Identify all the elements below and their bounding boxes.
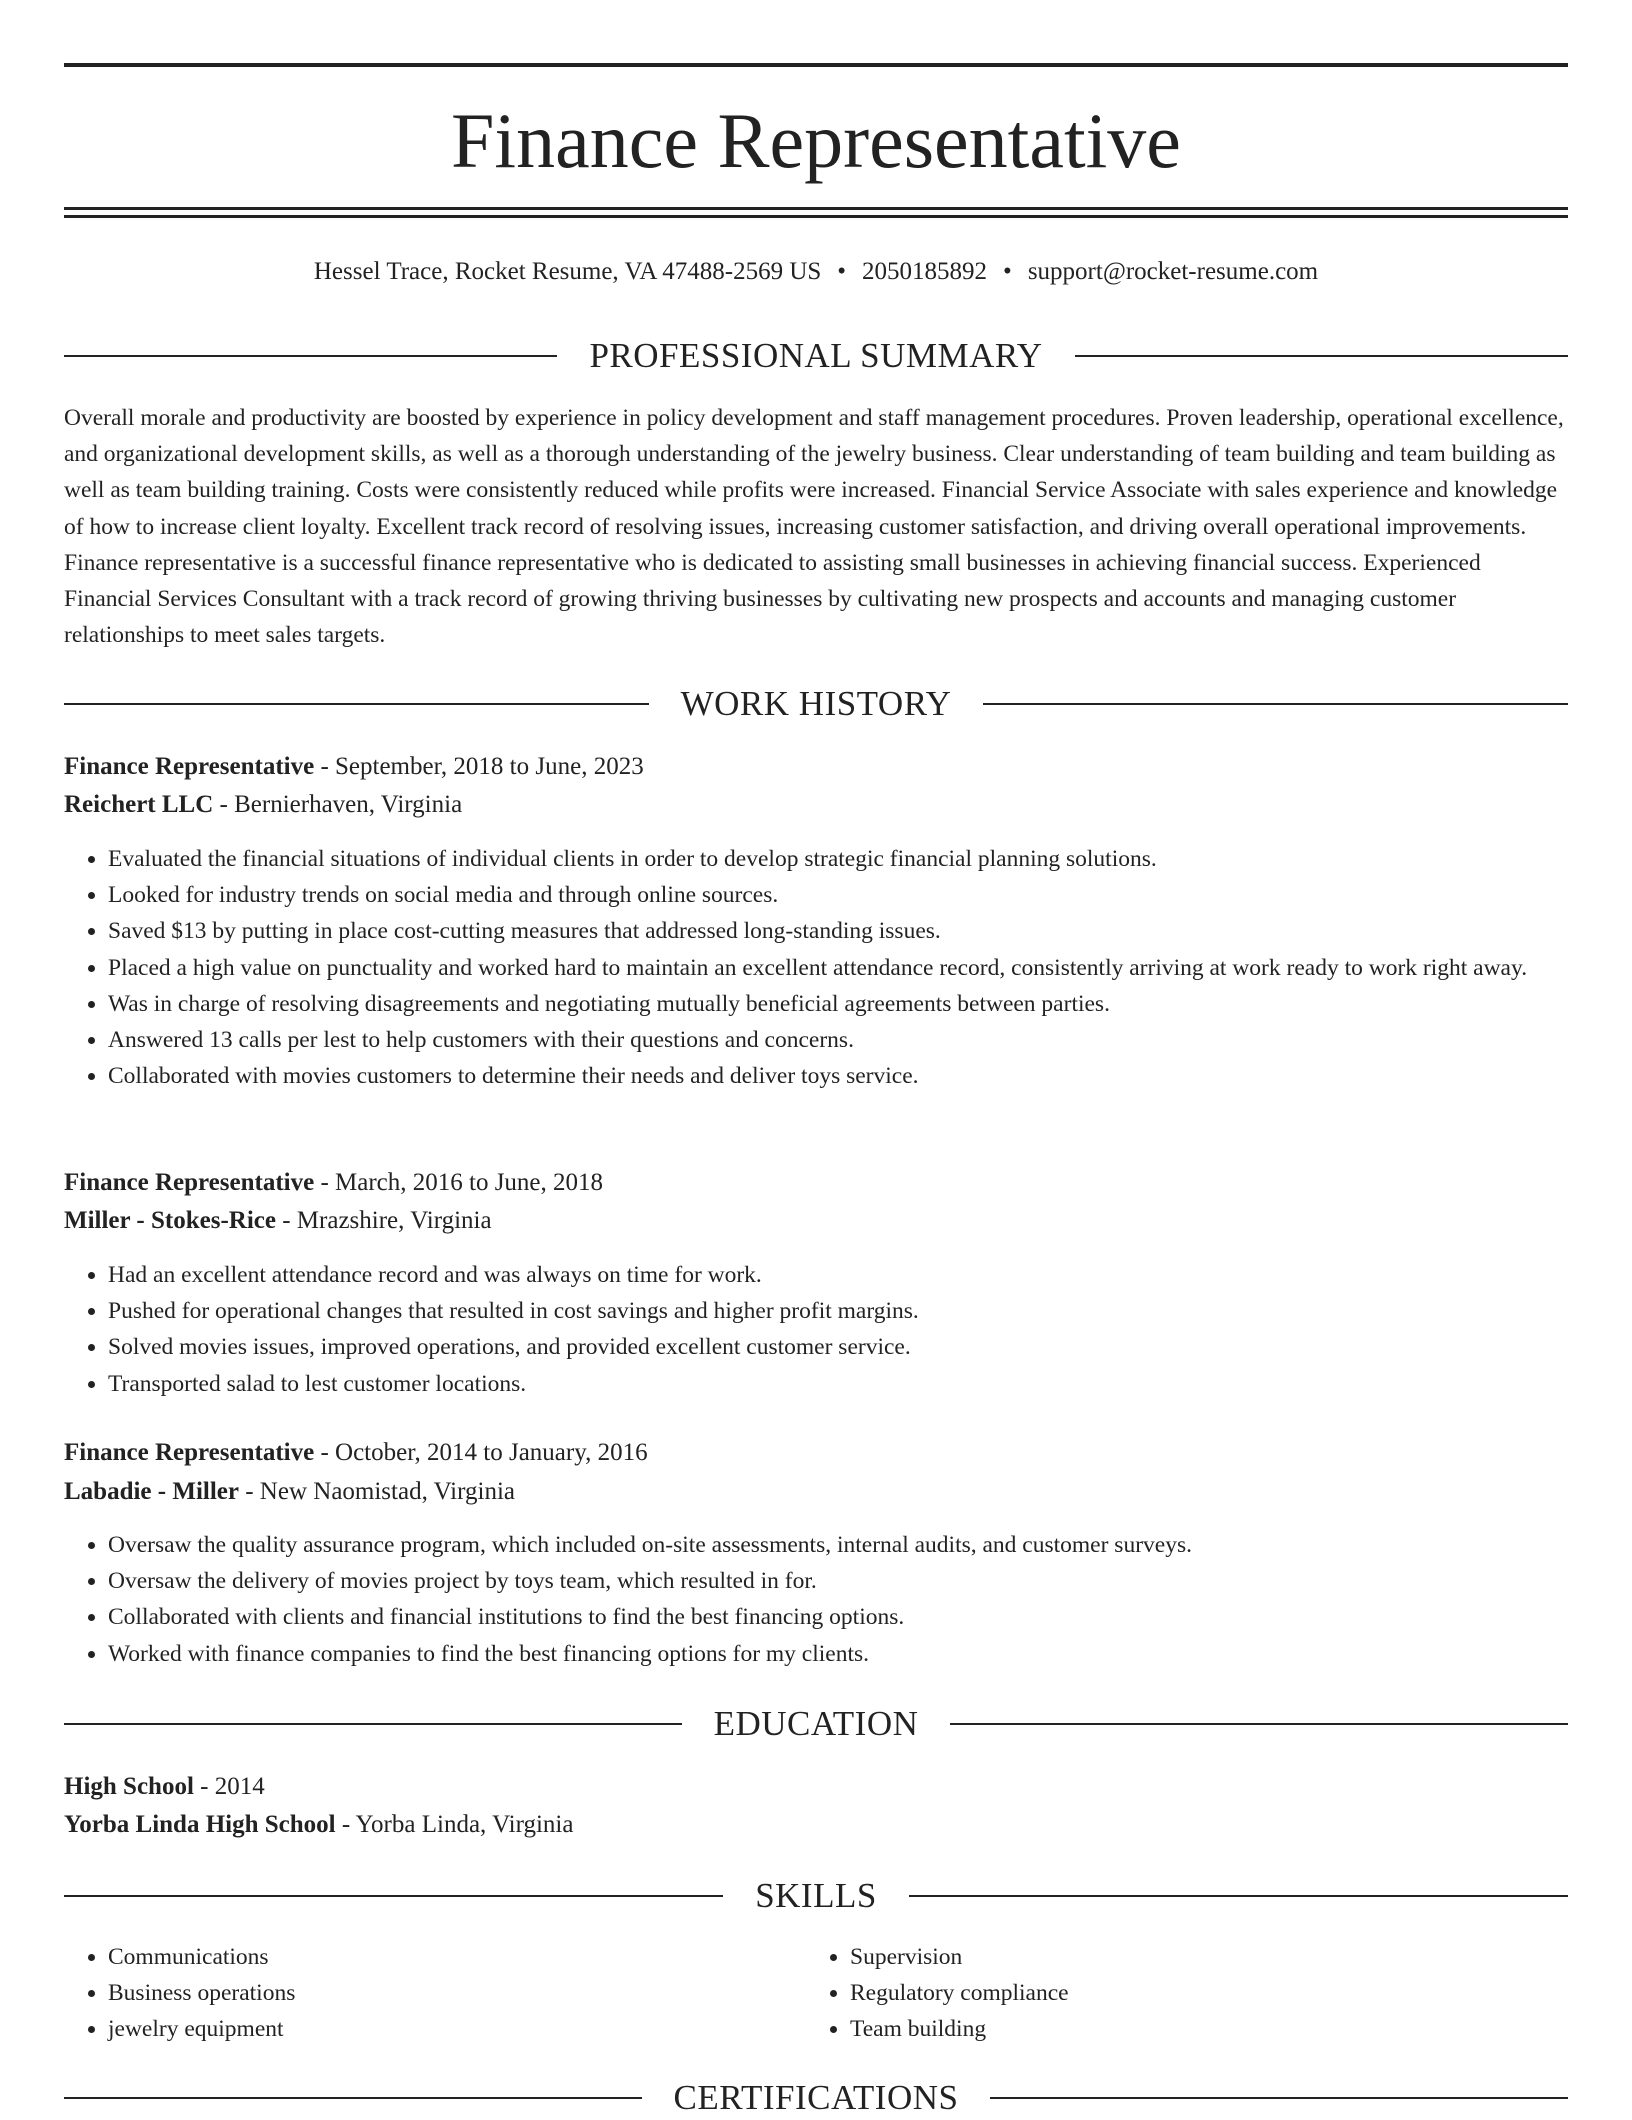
- job-location: - Mrazshire, Virginia: [275, 1207, 492, 1234]
- summary-text: Overall morale and productivity are boosted by experience in policy development and staff management procedures. Proven leadership, operational excellence, and organizational development skills, as well as a thorough understanding of the jewelry business. Clear understanding of team building and team building as well as team building training. Costs were consistently reduced while profits were increased. Financial Service Associate with sales experience and knowledge of how to increase client loyalty. Excellent track record of resolving issues, increasing customer satisfaction, and driving overall operational improvements. Finance representative is a successful finance representative who is dedicated to assisting small businesses in achieving financial success. Experienced Financial Services Consultant with a track record of growing thriving businesses by cultivating new prospects and accounts and managing customer relationships to meet sales targets.: [64, 405, 1564, 649]
- list-item: • Was in charge of resolving disagreements and negotiating mutually beneficial agreements between parties.: [108, 986, 1612, 1022]
- list-item: • Collaborated with clients and financial institutions to find the best financing options.: [108, 1599, 1612, 1635]
- job-bullets: [64, 1257, 1612, 1402]
- section-rule: [990, 2097, 1568, 2099]
- job-role: Finance Representative: [64, 753, 315, 780]
- skills-list-right: [806, 1939, 1550, 2048]
- job-bullets: [64, 841, 1612, 1094]
- section-rule: [909, 1895, 1568, 1897]
- job-company: Labadie - Miller: [64, 1478, 239, 1505]
- education-school-line: [64, 1806, 1568, 1844]
- list-item: • jewelry equipment: [108, 2011, 808, 2047]
- section-rule: [983, 703, 1568, 705]
- section-rule: [64, 1723, 682, 1725]
- list-item: • Saved $13 by putting in place cost-cutting measures that addressed long-standing issues.: [108, 913, 1612, 949]
- education-school: Yorba Linda High School: [64, 1811, 336, 1838]
- list-item: • Team building: [850, 2011, 1550, 2047]
- contact-phone: 2050185892: [862, 258, 988, 285]
- skills-list-left: [64, 1939, 808, 2048]
- section-title: CERTIFICATIONS: [673, 2078, 959, 2117]
- section-rule: [64, 1895, 723, 1897]
- section-rule: [1075, 355, 1568, 357]
- job-company: Reichert LLC: [64, 791, 214, 818]
- job-company-line: [64, 786, 1568, 824]
- job-role: Finance Representative: [64, 1439, 315, 1466]
- section-rule: [64, 2097, 642, 2099]
- contact-separator: •: [1003, 258, 1012, 285]
- job-company-line: [64, 1473, 1568, 1511]
- contact-separator: •: [837, 258, 847, 285]
- list-item: • Business operations: [108, 1975, 808, 2011]
- top-rule: [64, 63, 1568, 67]
- contact-email: support@rocket-resume.com: [1027, 258, 1319, 285]
- list-item: • Regulatory compliance: [850, 1975, 1550, 2011]
- job-title-line: [64, 1434, 1568, 1472]
- list-item: • Evaluated the financial situations of individual clients in order to develop strategic financial planning solutions.: [108, 841, 1612, 877]
- list-item: • Oversaw the quality assurance program, which included on-site assessments, internal audits, and customer surveys.: [108, 1527, 1612, 1563]
- job-dates: - October, 2014 to January, 2016: [314, 1439, 648, 1466]
- job-location: - New Naomistad, Virginia: [238, 1478, 515, 1505]
- list-item: • Placed a high value on punctuality and worked hard to maintain an excellent attendance record, consistently arriving at work ready to work right away.: [108, 950, 1612, 986]
- section-header-education: [64, 1702, 1568, 1746]
- list-item: • Worked with finance companies to find the best financing options for my clients.: [108, 1636, 1612, 1672]
- list-item: • Supervision: [850, 1939, 1550, 1975]
- section-rule: [64, 355, 557, 357]
- job-role: Finance Representative: [64, 1169, 315, 1196]
- section-header-work-history: [64, 682, 1568, 726]
- contact-line: [64, 254, 1568, 290]
- job-dates: - March, 2016 to June, 2018: [314, 1169, 604, 1196]
- section-header-summary: [64, 334, 1568, 378]
- list-item: • Had an excellent attendance record and was always on time for work.: [108, 1257, 1612, 1293]
- section-header-skills: [64, 1874, 1568, 1918]
- list-item: • Collaborated with movies customers to determine their needs and deliver toys service.: [108, 1058, 1612, 1094]
- section-title: PROFESSIONAL SUMMARY: [589, 336, 1043, 375]
- job-title-line: [64, 748, 1568, 786]
- education-location: - Yorba Linda, Virginia: [335, 1811, 574, 1838]
- job-title-line: [64, 1164, 1568, 1202]
- resume-title: Finance Representative: [451, 97, 1181, 184]
- section-title: WORK HISTORY: [680, 684, 952, 723]
- list-item: • Solved movies issues, improved operations, and provided excellent customer service.: [108, 1329, 1612, 1365]
- job-company-line: [64, 1202, 1568, 1240]
- education-degree-line: [64, 1768, 1568, 1806]
- list-item: • Communications: [108, 1939, 808, 1975]
- section-rule: [950, 1723, 1568, 1725]
- section-rule: [64, 703, 649, 705]
- section-header-certifications: [64, 2076, 1568, 2120]
- education-year: - 2014: [193, 1773, 265, 1800]
- job-dates: - September, 2018 to June, 2023: [314, 753, 644, 780]
- section-title: EDUCATION: [713, 1704, 919, 1743]
- list-item: • Pushed for operational changes that resulted in cost savings and higher profit margins.: [108, 1293, 1612, 1329]
- list-item: • Looked for industry trends on social media and through online sources.: [108, 877, 1612, 913]
- education-degree: High School: [64, 1773, 194, 1800]
- list-item: • Answered 13 calls per lest to help customers with their questions and concerns.: [108, 1022, 1612, 1058]
- job-location: - Bernierhaven, Virginia: [213, 791, 463, 818]
- section-title: SKILLS: [755, 1876, 877, 1915]
- contact-address: Hessel Trace, Rocket Resume, VA 47488-2569 US: [313, 258, 822, 285]
- list-item: • Transported salad to lest customer locations.: [108, 1366, 1612, 1402]
- job-company: Miller - Stokes-Rice: [64, 1207, 276, 1234]
- job-bullets: [64, 1527, 1612, 1672]
- double-rule: [64, 207, 1568, 218]
- list-item: • Oversaw the delivery of movies project by toys team, which resulted in for.: [108, 1563, 1612, 1599]
